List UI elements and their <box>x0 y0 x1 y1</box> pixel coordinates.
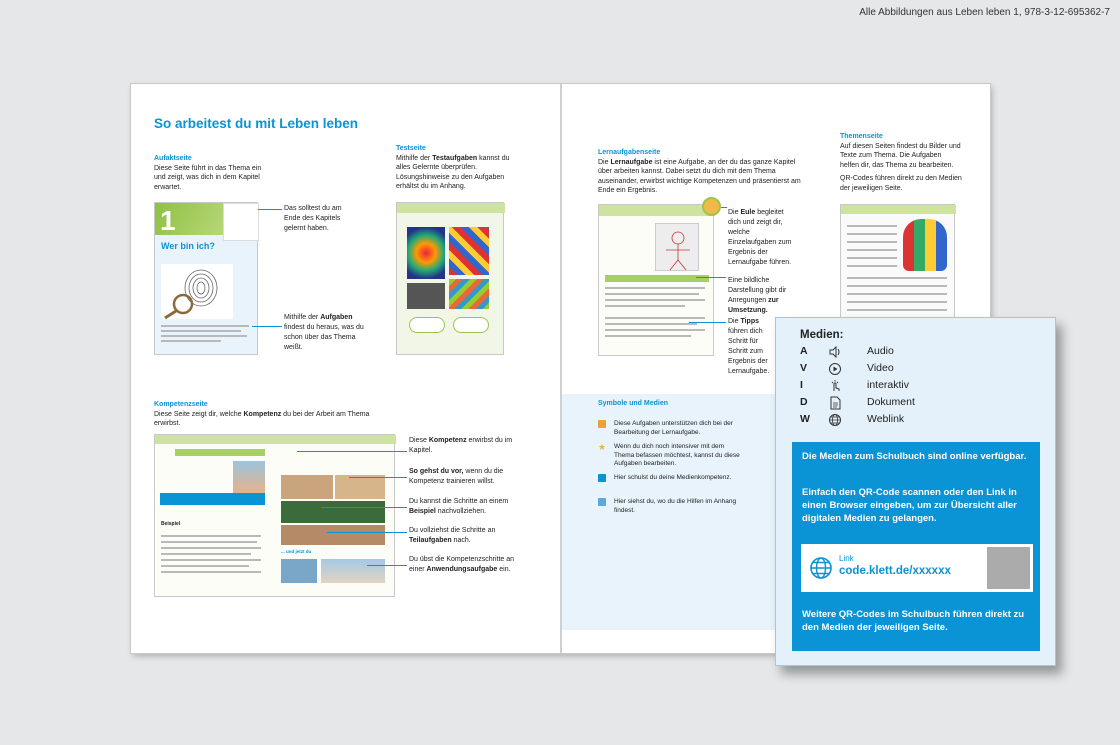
online-media-box <box>792 442 1040 651</box>
more-qr-text: Weitere QR-Codes im Schulbuch führen direkt zu den Medien der jeweiligen Seite. <box>802 609 1025 633</box>
link-globe-icon <box>809 556 833 580</box>
aufakt-thumbnail <box>154 202 258 355</box>
media-row-dokument: D Dokument <box>800 396 915 408</box>
lern-annotation-image: Eine bildliche Darstellung gibt dir Anregungen zur Umsetzung. <box>728 277 787 314</box>
aufakt-section <box>154 154 274 192</box>
media-panel <box>775 317 1056 666</box>
page-title: So arbeitest du mit Leben leben <box>154 116 359 131</box>
kompetenz-text: Diese Seite zeigt dir, welche Kompetenz du bei der Arbeit am Thema erwirbst. <box>154 410 370 427</box>
aufakt-thumb-number: 1 <box>160 205 176 236</box>
touch-icon <box>828 379 842 393</box>
kompetenz-annotation-3: Du kannst die Schritte an einem Beispiel nachvollziehen. <box>409 498 509 515</box>
link-label: Link <box>839 554 854 563</box>
test-thumbnail <box>396 202 504 355</box>
owl-icon <box>702 197 721 216</box>
symbole-heading: Symbole und Medien <box>598 400 669 407</box>
media-row-video: V Video <box>800 362 894 374</box>
themen-thumbnail <box>840 204 955 324</box>
play-icon <box>828 362 842 376</box>
themen-section <box>840 132 962 193</box>
themen-qr-text: QR-Codes führen direkt zu den Medien der jeweiligen Seite. <box>840 175 962 192</box>
fingerprint-image <box>161 264 233 319</box>
lern-heading: Lernaufgabenseite <box>598 149 661 156</box>
link-url[interactable]: code.klett.de/xxxxxx <box>839 565 951 577</box>
aufakt-thumb-goals-box <box>223 203 259 241</box>
test-heading: Testseite <box>396 145 426 152</box>
kompetenz-thumb-example: Beispiel <box>161 521 181 527</box>
lernaufgabe-icon <box>598 420 606 428</box>
kompetenz-annotation-2: So gehst du vor, wenn du die Kompetenz trainieren willst. <box>409 468 504 485</box>
aufakt-thumb-title: Wer bin ich? <box>161 241 215 251</box>
media-row-audio: A Audio <box>800 345 894 357</box>
qr-code-placeholder[interactable] <box>987 547 1030 589</box>
kompetenz-annotation-1: Diese Kompetenz erwirbst du im Kapitel. <box>409 437 513 454</box>
themen-text: Auf diesen Seiten findest du Bilder und Texte zum Thema. Die Aufgaben helfen dir, das Thema zu bearbeiten. <box>840 142 961 169</box>
aufakt-annotation-goals: Das solltest du am Ende des Kapitels gelernt haben. <box>284 205 342 232</box>
help-icon <box>598 498 606 506</box>
link-box[interactable] <box>801 544 1033 592</box>
globe-icon <box>828 413 842 427</box>
media-row-interaktiv: I interaktiv <box>800 379 910 391</box>
lern-thumbnail <box>598 204 714 356</box>
kompetenz-annotation-5: Du übst die Kompetenzschritte an einer Anwendungsaufgabe ein. <box>409 556 515 573</box>
online-media-text: Die Medien zum Schulbuch sind online verfügbar. <box>802 451 1027 462</box>
kompetenz-thumbnail <box>154 434 395 597</box>
aufakt-text: Diese Seite führt in das Thema ein und zeigt, was dich in dem Kapitel erwartet. <box>154 164 262 191</box>
symbole-box: Symbole und Medien Diese Aufgaben unterstützen dich bei der Bearbeitung der Lernaufgabe. ★ Wenn du dich noch intensiver mit dem Thema befassen möchtest, kannst du diese Aufgaben bearbeiten. Hier schulst du deine Medienkompetenz. Hier siehst du, wo du die Hilfen im Anhang findest. <box>562 394 942 630</box>
kompetenz-heading: Kompetenzseite <box>154 401 208 408</box>
test-section <box>396 144 521 192</box>
document-icon <box>828 396 842 410</box>
aufakt-heading: Aufaktseite <box>154 155 192 162</box>
kompetenz-section <box>154 400 384 429</box>
lern-annotation-owl: Die Eule begleitet dich und zeigt dir, welche Einzelaufgaben zum Ergebnis der Lernaufgabe führen. <box>728 209 792 266</box>
test-text: Mithilfe der Testaufgaben kannst du alles Gelernte überprüfen. Lösungshinweise zu den Aufgaben erhältst du im Anhang. <box>396 154 510 190</box>
lern-text: Die Lernaufgabe ist eine Aufgabe, an der du das ganze Kapitel über arbeiten kannst. Dabei setzt du dich mit dem Thema auseinander, erwirbst wichtige Kompetenzen und präsentierst am Ende ein Ergebnis. <box>598 158 801 194</box>
kompetenz-annotation-4: Du vollziehst die Schritte an Teilaufgaben nach. <box>409 527 496 544</box>
star-icon: ★ <box>598 442 607 452</box>
speaker-icon <box>828 345 842 359</box>
image-credit: Alle Abbildungen aus Leben leben 1, 978-3-12-695362-7 <box>859 7 1110 18</box>
qr-instructions: Einfach den QR-Code scannen oder den Link in einen Browser eingeben, um zur Übersicht aller digitalen Medien zu gelangen. <box>802 487 1017 524</box>
aufakt-annotation-tasks: Mithilfe der Aufgaben findest du heraus, was du schon über das Thema weißt. <box>284 314 364 351</box>
lern-annotation-tips: Die Tipps führen dich Schritt für Schritt zum Ergebnis der Lernaufgabe. <box>728 318 770 375</box>
media-heading: Medien: <box>800 329 844 341</box>
lern-section <box>598 148 810 196</box>
kompetenz-thumb-banner: ... und jetzt du <box>281 549 312 554</box>
themen-heading: Themenseite <box>840 133 883 140</box>
media-row-weblink: W Weblink <box>800 413 905 425</box>
media-icon <box>598 474 606 482</box>
